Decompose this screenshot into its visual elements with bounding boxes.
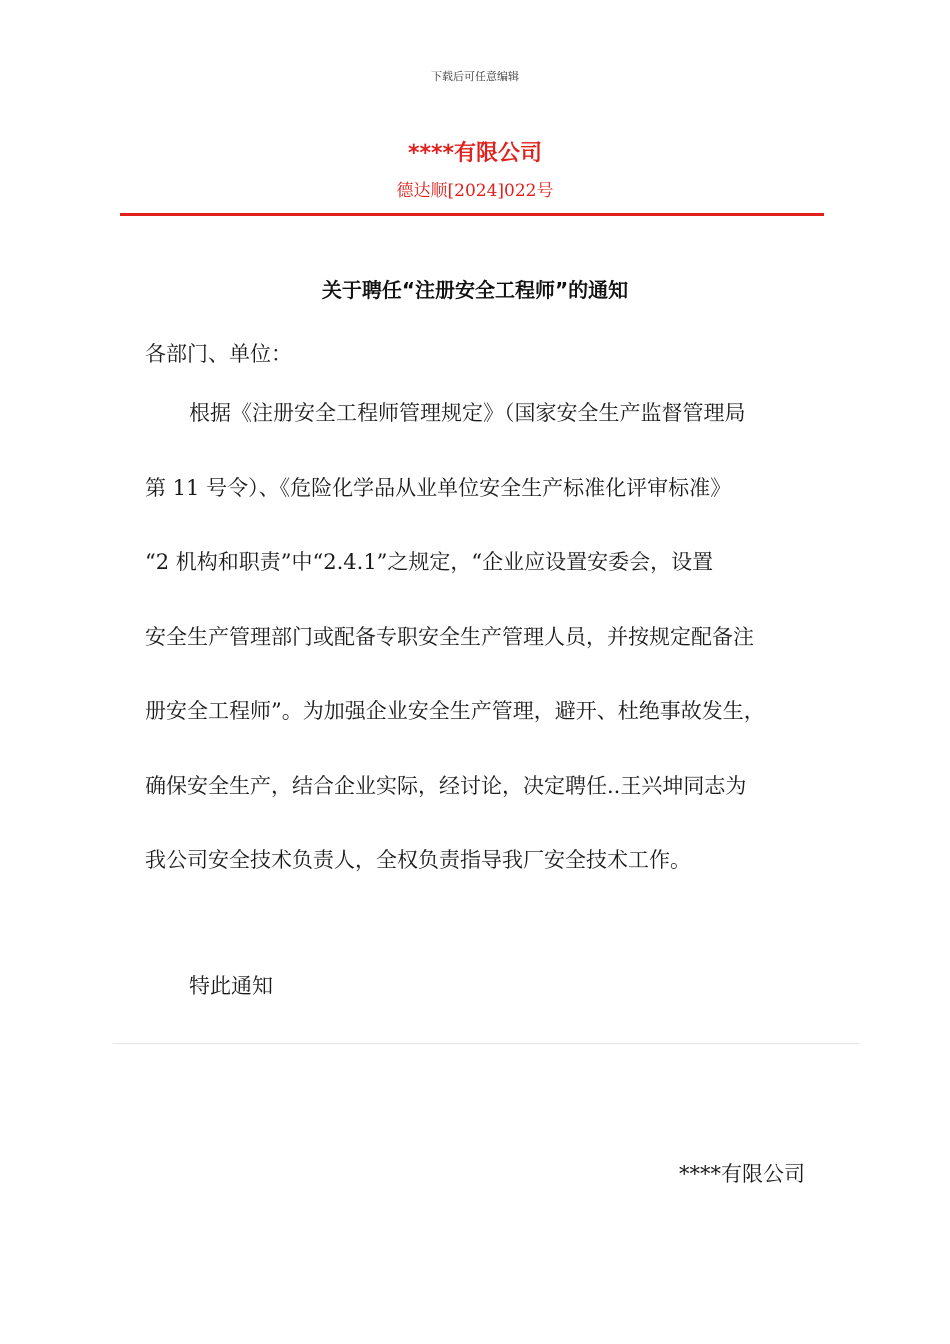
header-note: 下载后可任意编辑 <box>431 70 519 83</box>
body-line: 册安全工程师”。为加强企业安全生产管理，避开、杜绝事故发生， <box>145 699 765 723</box>
body-line: 第 11 号令）、《危险化学品从业单位安全生产标准化评审标准》 <box>145 475 732 500</box>
body-line: 我公司安全技术负责人，全权负责指导我厂安全技术工作。 <box>145 848 691 872</box>
body-line: “2 机构和职责”中“2.4.1”之规定，“企业应设置安委会，设置 <box>145 550 714 574</box>
document-number: 德达顺[2024]022号 <box>396 181 554 201</box>
closing-text: 特此通知 <box>189 974 273 998</box>
notice-body <box>145 376 825 898</box>
signature-company: ****有限公司 <box>679 1162 805 1186</box>
salutation: 各部门、单位： <box>145 342 292 366</box>
body-line: 根据《注册安全工程师管理规定》（国家安全生产监督管理局 <box>189 401 746 425</box>
body-line: 安全生产管理部门或配备专职安全生产管理人员，并按规定配备注 <box>145 624 754 649</box>
red-divider <box>120 213 824 216</box>
notice-title: 关于聘任“注册安全工程师”的通知 <box>321 278 629 302</box>
body-line: 确保安全生产，结合企业实际，经讨论，决定聘任..王兴坤同志为 <box>145 773 747 798</box>
company-header: ****有限公司 <box>407 141 543 166</box>
page-break-line <box>113 1043 860 1044</box>
